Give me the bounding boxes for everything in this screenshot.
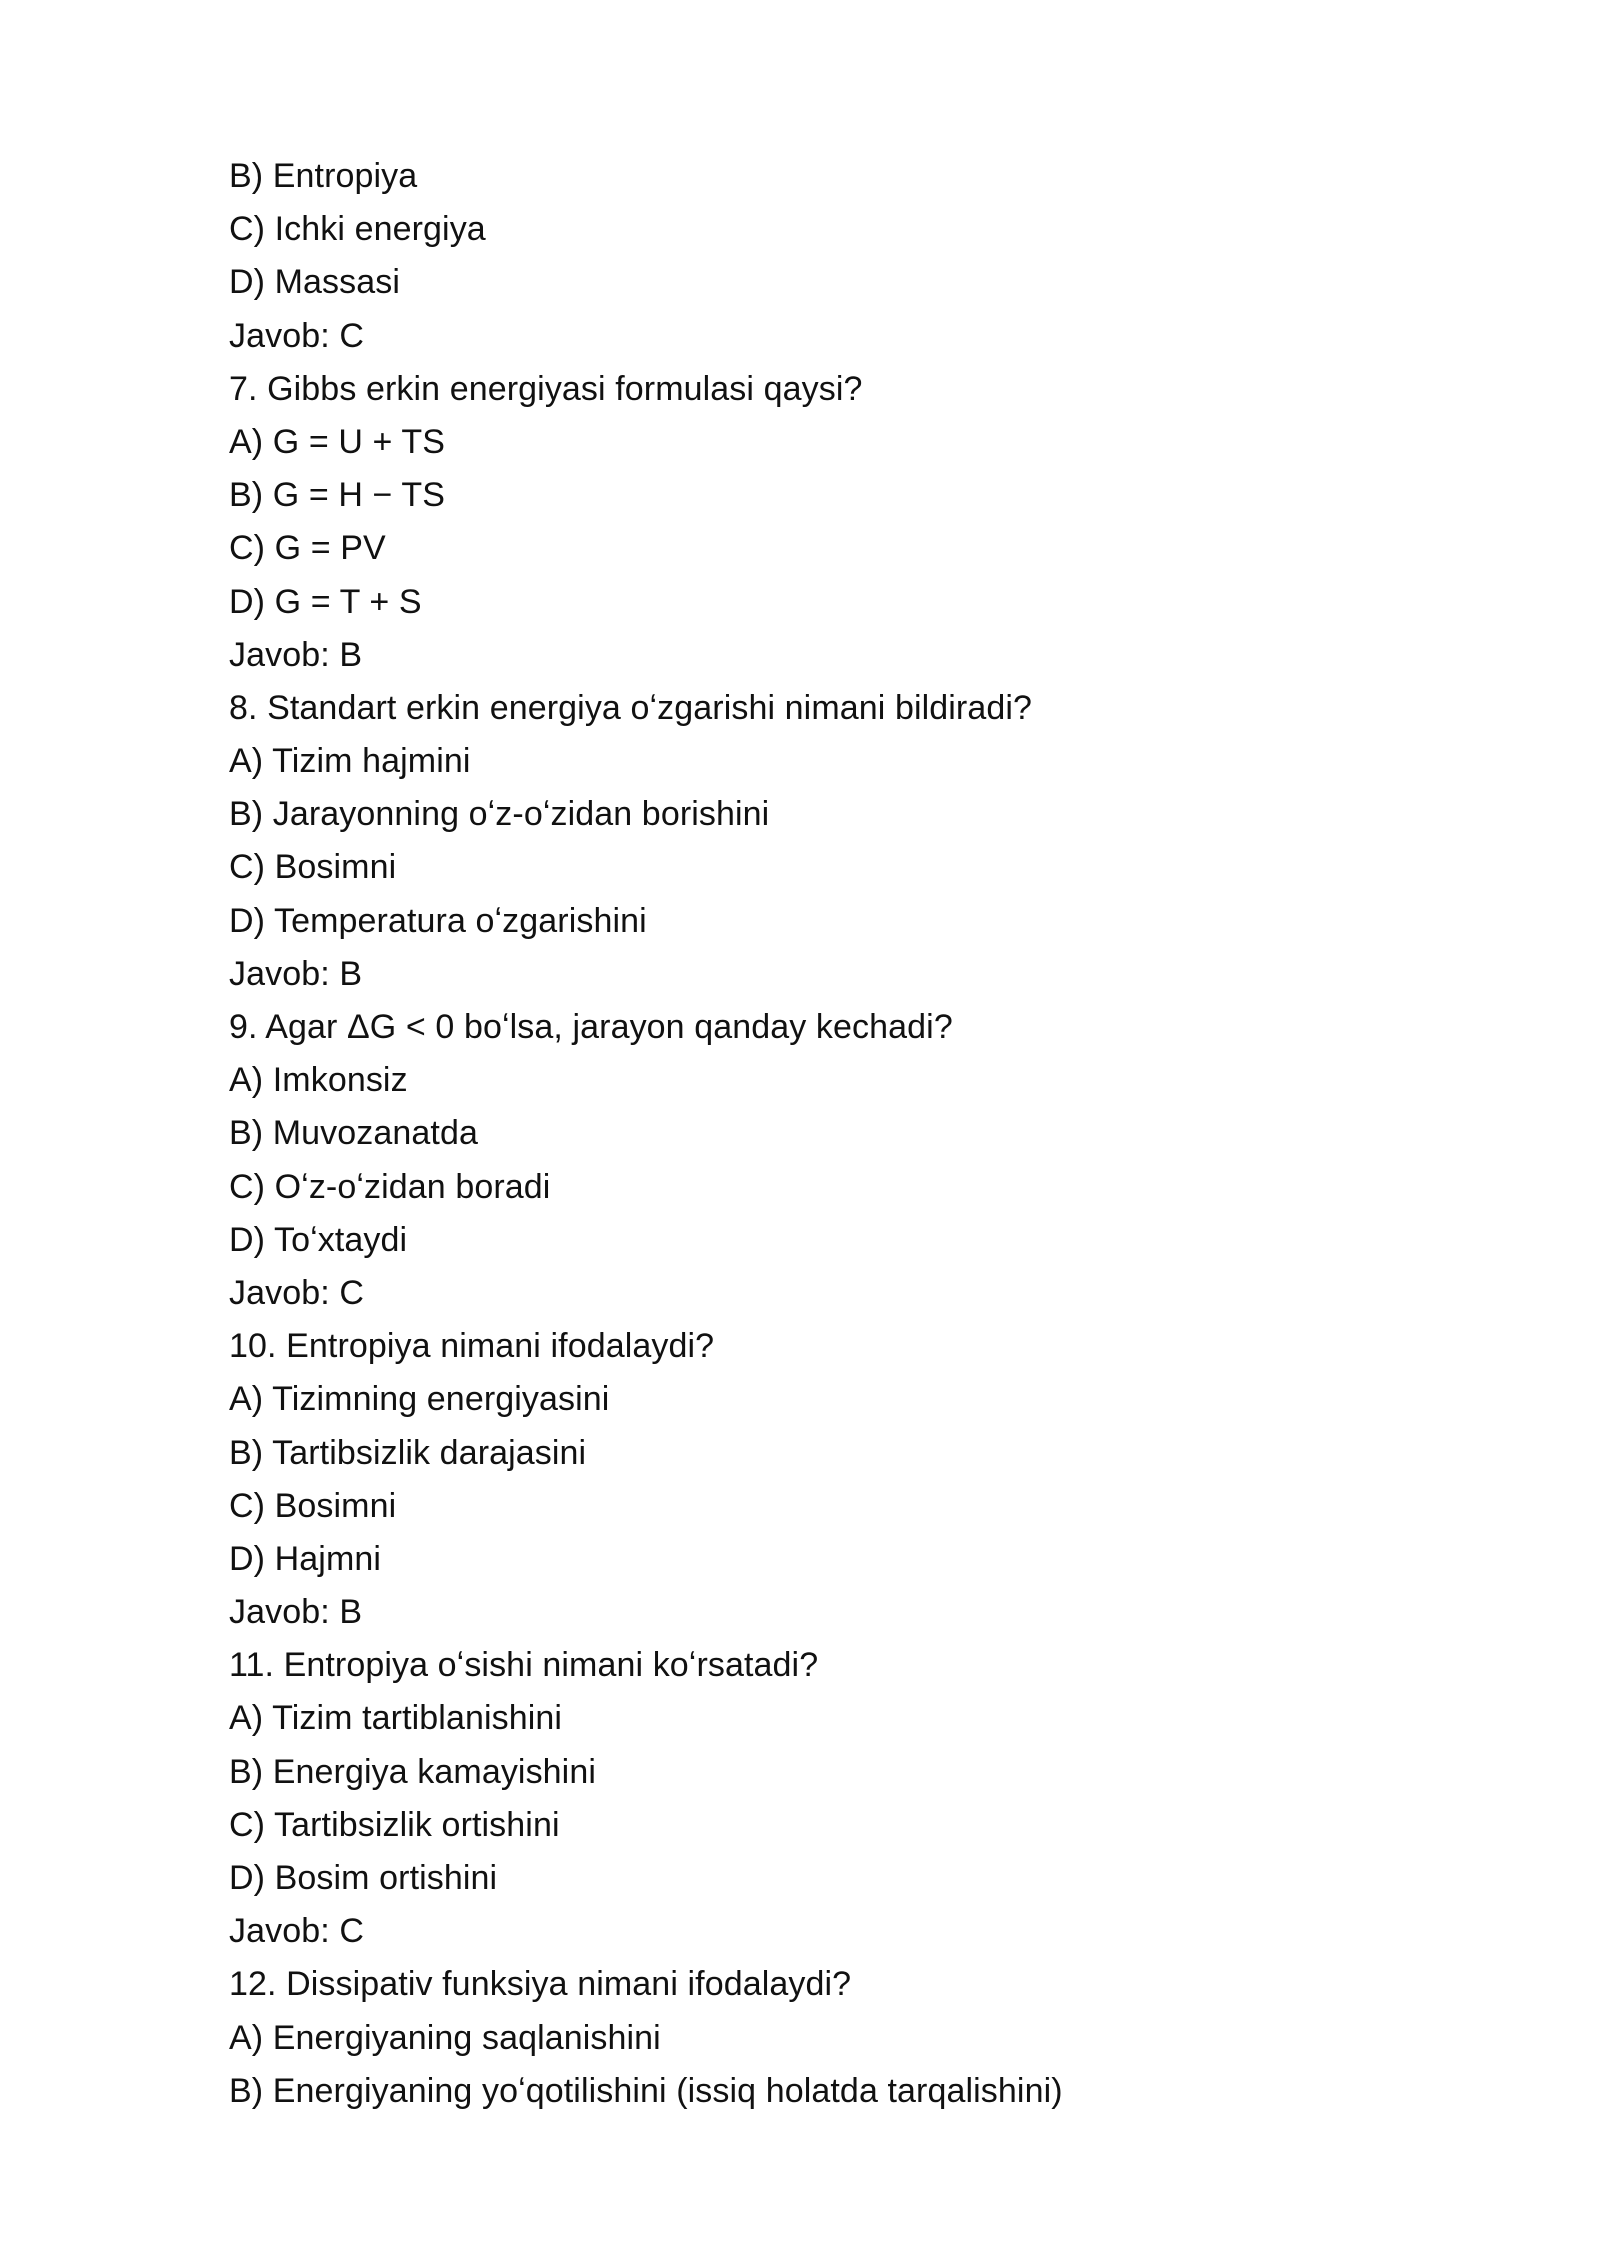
answer-line: Javob: C xyxy=(229,316,364,355)
question-line: 11. Entropiya oʻsishi nimani koʻrsatadi? xyxy=(229,1646,819,1685)
answer-line: Javob: B xyxy=(229,635,363,674)
option-line: D) Toʻxtaydi xyxy=(229,1220,408,1259)
option-line: D) Bosim ortishini xyxy=(229,1859,498,1897)
option-line: D) Massasi xyxy=(229,263,401,302)
option-line: B) Muvozanatda xyxy=(229,1114,478,1153)
answer-line: Javob: B xyxy=(229,954,363,993)
quiz-content xyxy=(229,150,1429,2118)
answer-line: Javob: C xyxy=(229,1273,364,1312)
option-line: A) Tizim tartiblanishini xyxy=(229,1699,563,1738)
option-line: B) Entropiya xyxy=(229,157,418,195)
option-line: C) Ichki energiya xyxy=(229,210,486,249)
question-line: 8. Standart erkin energiya oʻzgarishi nimani bildiradi? xyxy=(229,688,1033,727)
option-line: C) Bosimni xyxy=(229,848,397,887)
answer-line: Javob: B xyxy=(229,1593,363,1632)
option-line: D) Hajmni xyxy=(229,1539,382,1578)
option-line: C) Tartibsizlik ortishini xyxy=(229,1805,560,1844)
answer-line: Javob: C xyxy=(229,1912,364,1951)
option-line: B) Energiya kamayishini xyxy=(229,1752,597,1791)
option-line: A) Energiyaning saqlanishini xyxy=(229,2018,661,2057)
question-line: 7. Gibbs erkin energiyasi formulasi qaysi? xyxy=(229,369,863,408)
option-line: D) Temperatura oʻzgarishini xyxy=(229,901,647,940)
option-line: A) G = U + TS xyxy=(229,422,446,461)
option-line: A) Tizimning energiyasini xyxy=(229,1380,610,1419)
question-line: 9. Agar ΔG < 0 boʻlsa, jarayon qanday kechadi? xyxy=(229,1008,953,1046)
option-line: B) G = H − TS xyxy=(229,476,446,515)
option-line: B) Jarayonning oʻz-oʻzidan borishini xyxy=(229,795,770,834)
option-line: B) Tartibsizlik darajasini xyxy=(229,1433,587,1472)
option-line: B) Energiyaning yoʻqotilishini (issiq holatda tarqalishini) xyxy=(229,2071,1063,2110)
option-line: A) Tizim hajmini xyxy=(229,742,471,781)
option-line: C) Bosimni xyxy=(229,1486,397,1525)
question-line: 12. Dissipativ funksiya nimani ifodalaydi? xyxy=(229,1965,852,2004)
option-line: D) G = T + S xyxy=(229,582,422,621)
question-line: 10. Entropiya nimani ifodalaydi? xyxy=(229,1327,715,1366)
option-line: C) Oʻz-oʻzidan boradi xyxy=(229,1167,551,1206)
option-line: C) G = PV xyxy=(229,529,386,568)
option-line: A) Imkonsiz xyxy=(229,1061,408,1100)
